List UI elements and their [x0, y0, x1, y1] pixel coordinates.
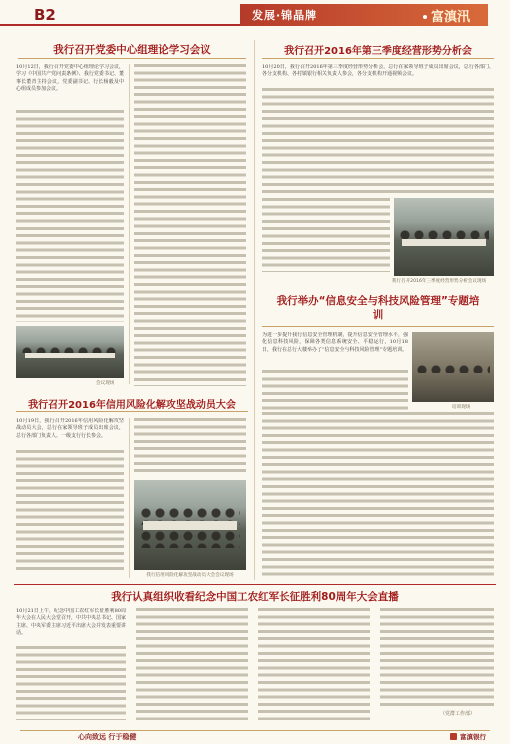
- brand-text: 富滇汛: [430, 10, 470, 25]
- article-body-4a: [262, 370, 408, 410]
- header-left: [26, 4, 236, 26]
- article-body-4b: [262, 412, 494, 580]
- column-divider-1: [129, 64, 130, 384]
- photo-caption-4: 培训现场: [452, 405, 471, 410]
- photo-2: [394, 198, 494, 276]
- photo-1: [16, 326, 124, 378]
- article-body-3a: [16, 450, 124, 574]
- footer-bank: [450, 732, 486, 741]
- article-body-5b: [136, 608, 248, 720]
- column-divider-3: [129, 418, 130, 578]
- section-rule-5: [14, 584, 496, 585]
- photo-3: [134, 480, 246, 570]
- article-body-2a: [262, 88, 494, 194]
- photo-caption-2: 我行召开2016年三季度经营形势分析会议现场: [391, 279, 487, 284]
- article-intro-5: 10月21日上午，纪念中国工农红军长征胜利80周年大会在人民大会堂召开，中共中央总书记、国家主席、中央军委主席习近平出席大会并发表重要讲话。: [16, 608, 126, 636]
- footer-bank-name: 富滇银行: [460, 733, 486, 741]
- article-title-4: 我行举办“信息安全与科技风险管理”专题培训: [276, 295, 480, 321]
- page-header: [0, 0, 510, 30]
- article-title-2: 我行召开2016年第三季度经营形势分析会: [284, 46, 472, 57]
- photo-caption-1: 会议现场: [96, 381, 115, 386]
- title-rule-4: [262, 326, 494, 327]
- footer-rule: [20, 730, 490, 731]
- article-body-3b: [134, 418, 246, 476]
- photo-caption-3: 我行信用风险化解攻坚战动员大会会议现场: [146, 573, 234, 578]
- article-intro-2: 10月20日，我行召开2016年第三季度经营形势分析会，总行在家领导班子成员出席会议，总行各部门、各分支机构、各村镇银行相关负责人参会，各分支机构开通视频会议。: [262, 64, 494, 78]
- article-intro-1: 10月12日，我行召开党委中心组理论学习会议，学习《中国共产党问责条例》、我行党委书记、董事长董青主持会议，党委副书记、行长杨毅及中心组成员参加会议。: [16, 64, 124, 92]
- page-footer: [0, 726, 510, 744]
- photo-4: [412, 332, 494, 402]
- article-body-5a: [16, 646, 126, 720]
- page-number: B2: [34, 6, 56, 24]
- bank-logo-icon: [450, 733, 457, 740]
- article-intro-4: 为进一步提升我行信息安全管理机制，提升信息安全管理水平，强化信息科技风险，保障各类信息系统安全、平稳运行，10月18日，我行在总行大楼举办了“信息安全与科技风险管理”专题培训。: [262, 332, 408, 353]
- title-rule-2: [262, 58, 494, 59]
- article-body-2b: [262, 198, 390, 272]
- header-rule: [0, 24, 240, 26]
- section-title: 发展·锦晶牌: [252, 9, 318, 22]
- footer-slogan: 心向致远 行于稳健: [78, 733, 137, 741]
- article-body-5c: [258, 608, 370, 720]
- page-divider: [254, 40, 255, 580]
- title-rule-1: [18, 58, 246, 59]
- article-title-3: 我行召开2016年信用风险化解攻坚战动员大会: [28, 400, 236, 411]
- article-body-1a: [16, 110, 124, 322]
- header-band: [240, 4, 488, 26]
- brand-title: [419, 6, 470, 25]
- article-intro-3: 10月19日，我行召开2016年信用风险化解攻坚战动员大会，总行在家领导班子成员出席会议，总行各部门负责人、一级支行行长参会。: [16, 418, 124, 439]
- article-title-1: 我行召开党委中心组理论学习会议: [53, 44, 211, 56]
- title-rule-3: [16, 411, 248, 412]
- article-body-5d: [380, 608, 494, 706]
- article-title-5: 我行认真组织收看纪念中国工农红军长征胜利80周年大会直播: [111, 591, 399, 603]
- dot-icon: [423, 15, 427, 19]
- article-body-1b: [134, 64, 246, 386]
- article-closing-5: （党群工作部）: [440, 711, 476, 717]
